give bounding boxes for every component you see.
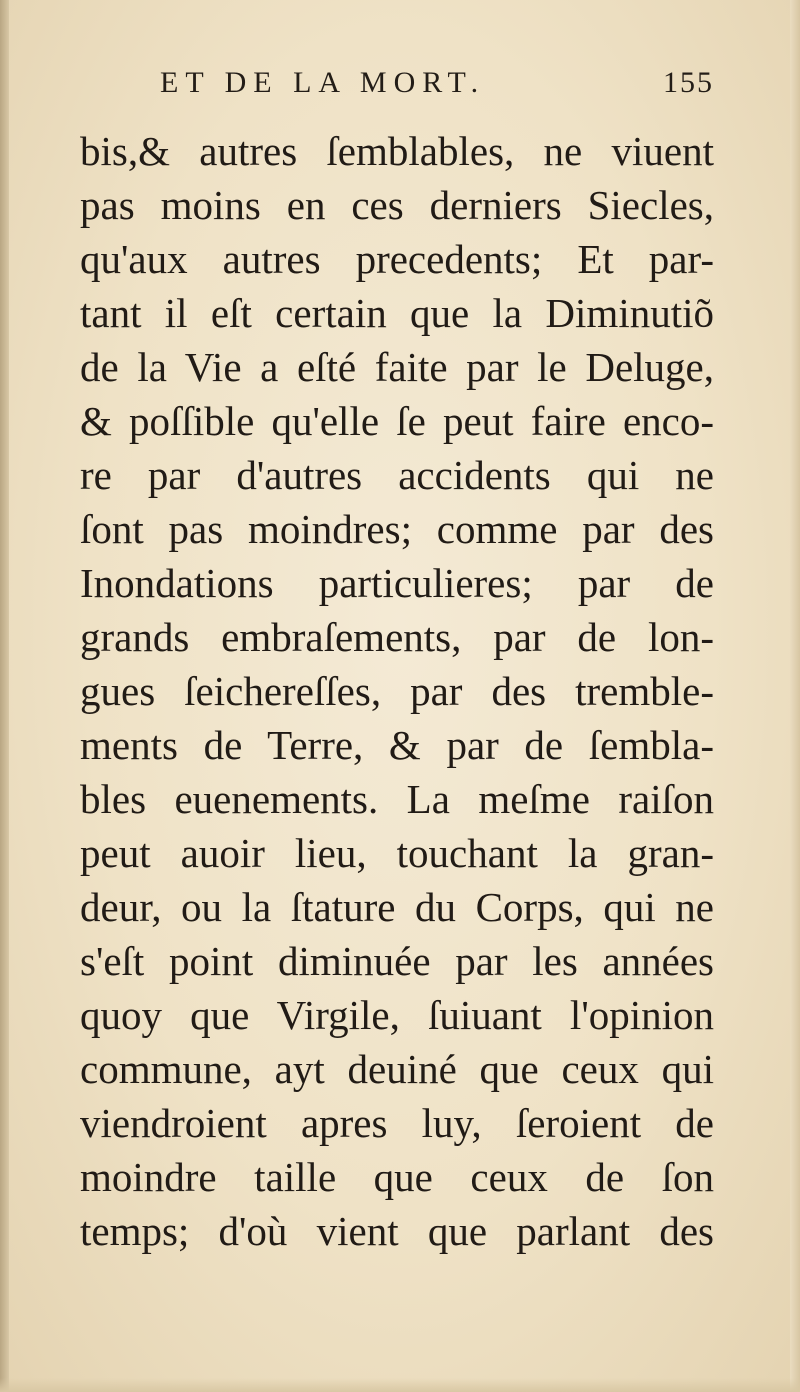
text-line: bles euenements. La meſme raiſon [80,776,714,822]
text-line: de la Vie a eſté faite par le Deluge, [80,344,714,390]
text-line: ments de Terre, & par de ſembla- [80,722,714,768]
text-line: pas moins en ces derniers Siecles, [80,182,714,228]
page-left-edge [0,0,9,1392]
body-text [80,124,714,1258]
text-line: gues ſeichereſſes, par des tremble- [80,668,714,714]
text-line: deur, ou la ſtature du Corps, qui ne [80,884,714,930]
text-line: temps; d'où vient que parlant des [80,1208,714,1254]
text-line: grands embraſements, par de lon- [80,614,714,660]
text-line: Inondations particulieres; par de [80,560,714,606]
text-line: re par d'autres accidents qui ne [80,452,714,498]
text-line: tant il eſt certain que la Diminutiõ [80,290,714,336]
text-line: moindre taille que ceux de ſon [80,1154,714,1200]
text-line: quoy que Virgile, ſuiuant l'opinion [80,992,714,1038]
page-right-edge [790,0,800,1392]
text-line: viendroient apres luy, ſeroient de [80,1100,714,1146]
text-line: s'eſt point diminuée par les années [80,938,714,984]
text-line: peut auoir lieu, touchant la gran- [80,830,714,876]
running-head-title: ET DE LA MORT. [160,66,486,99]
text-line: bis,& autres ſemblables, ne viuent [80,128,714,174]
text-line: qu'aux autres precedents; Et par- [80,236,714,282]
page-bottom-edge [0,1378,800,1392]
page-number: 155 [663,66,714,99]
running-head [80,62,714,112]
text-line: ſont pas moindres; comme par des [80,506,714,552]
text-line: & poſſible qu'elle ſe peut faire enco- [80,398,714,444]
text-line: commune, ayt deuiné que ceux qui [80,1046,714,1092]
